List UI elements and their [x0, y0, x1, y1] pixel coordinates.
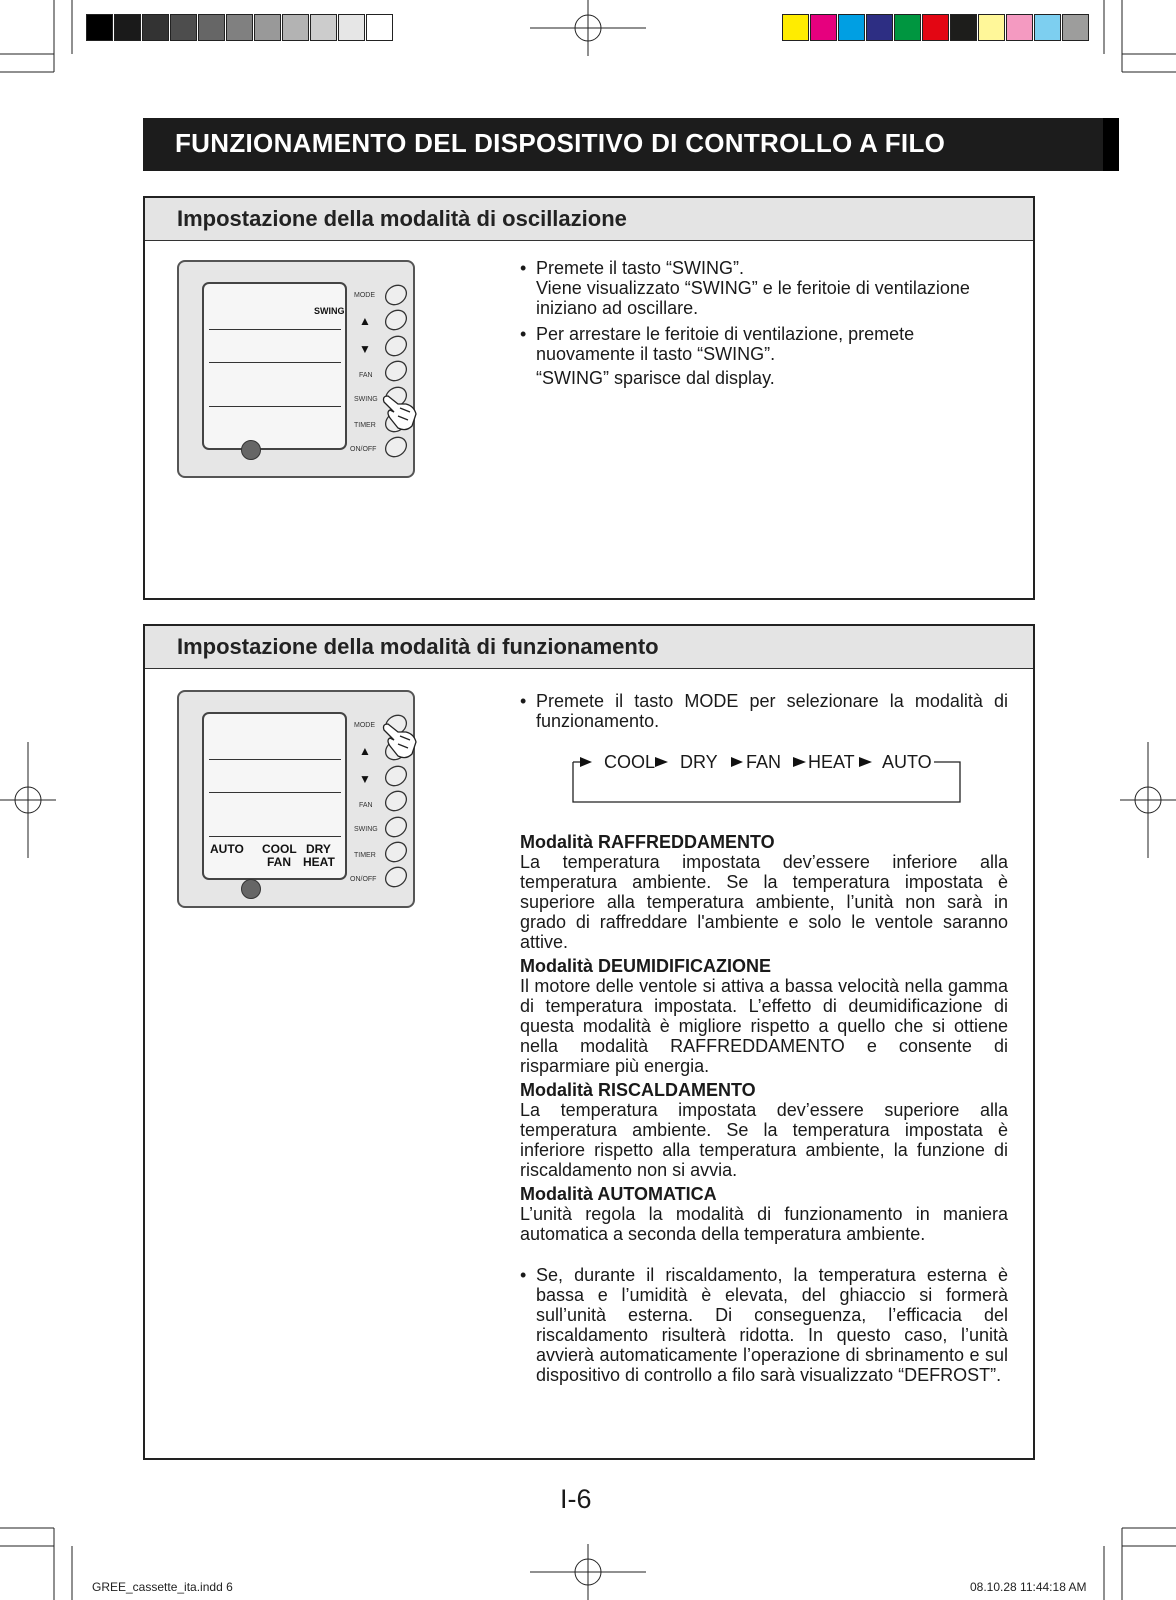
- swing-button-label: SWING: [354, 396, 378, 403]
- cycle-heat: HEAT: [808, 752, 855, 772]
- color-swatch: [978, 14, 1005, 41]
- defrost-text: Se, durante il riscaldamento, la temperatura esterna è bassa e l’umidità è elevata, del ghiaccio si formerà sull’unità esterna. Di conseguenza, l’efficacia del riscaldamento risulterà ridotta. In questo caso, l’unità avvierà automaticamente l’operazione di sbrinamento e sul dispositivo di controllo a filo sarà visualizzato “DEFROST”.: [536, 1265, 1008, 1385]
- color-swatch: [86, 14, 113, 41]
- up-arrow-icon: ▲: [359, 744, 371, 758]
- remote-sensor: [241, 440, 261, 460]
- registration-mark-top: [530, 0, 646, 56]
- color-swatch: [866, 14, 893, 41]
- list-item: [520, 324, 1008, 388]
- list-item: [520, 691, 1008, 731]
- display-auto-indicator: AUTO: [210, 842, 244, 856]
- heat-mode-title: Modalità RISCALDAMENTO: [520, 1080, 756, 1100]
- display-divider: [209, 836, 341, 837]
- swing-button[interactable]: [382, 813, 410, 840]
- color-swatch: [838, 14, 865, 41]
- display-dry-indicator: DRY: [306, 842, 331, 856]
- timer-button-label: TIMER: [354, 422, 376, 429]
- color-swatch: [894, 14, 921, 41]
- list-item: [520, 1265, 1008, 1385]
- title-bar-edge: [1103, 118, 1119, 171]
- onoff-button-label: ON/OFF: [350, 876, 377, 883]
- onoff-button[interactable]: [382, 433, 410, 460]
- section-swing-instructions: [520, 258, 1008, 388]
- color-swatch: [1034, 14, 1061, 41]
- fan-button-label: FAN: [359, 372, 373, 379]
- onoff-button[interactable]: [382, 863, 410, 890]
- color-swatch: [226, 14, 253, 41]
- remote-display: [202, 712, 347, 880]
- section-mode-intro: [520, 691, 1008, 731]
- color-swatch: [1062, 14, 1089, 41]
- display-cool-indicator: COOL: [262, 842, 297, 856]
- up-button[interactable]: [382, 306, 410, 333]
- page-number: I-6: [560, 1484, 592, 1514]
- section-mode-header: [145, 626, 1033, 669]
- instruction-text: • Premete il tasto “SWING”.: [536, 258, 745, 278]
- color-swatch: [142, 14, 169, 41]
- footer-file-info: GREE_cassette_ita.indd 6: [92, 1580, 233, 1594]
- display-divider: [209, 362, 341, 363]
- registration-mark-left: [0, 742, 56, 858]
- registration-mark-right: [1120, 742, 1176, 858]
- onoff-button-label: ON/OFF: [350, 446, 377, 453]
- auto-mode-text: L’unità regola la modalità di funzionamento in maniera automatica a seconda della temperatura ambiente.: [520, 1204, 1008, 1244]
- timer-button[interactable]: [382, 838, 410, 865]
- mode-button-label: MODE: [354, 722, 375, 729]
- section-swing-header: [145, 198, 1033, 241]
- cycle-cool: COOL: [604, 752, 656, 772]
- down-arrow-icon: ▼: [359, 342, 371, 356]
- auto-mode-title: Modalità AUTOMATICA: [520, 1184, 717, 1204]
- color-swatch: [1006, 14, 1033, 41]
- down-button[interactable]: [382, 332, 410, 359]
- remote-controller-swing: [177, 260, 415, 478]
- mode-button-label: MODE: [354, 292, 375, 299]
- list-item: [520, 258, 1008, 318]
- color-swatch: [114, 14, 141, 41]
- display-fan-indicator: FAN: [267, 855, 291, 869]
- mode-button[interactable]: [382, 281, 410, 308]
- timer-button-label: TIMER: [354, 852, 376, 859]
- swing-button-label: SWING: [354, 826, 378, 833]
- cycle-dry: DRY: [680, 752, 718, 772]
- display-divider: [209, 329, 341, 330]
- color-swatch: [810, 14, 837, 41]
- display-divider: [209, 792, 341, 793]
- defrost-note: [520, 1265, 1008, 1385]
- cool-mode-title: Modalità RAFFREDDAMENTO: [520, 832, 775, 852]
- color-swatch: [170, 14, 197, 41]
- color-swatch: [782, 14, 809, 41]
- down-arrow-icon: ▼: [359, 772, 371, 786]
- heat-mode-text: La temperatura impostata dev’essere superiore alla temperatura ambiente. Se la temperatura impostata è inferiore rispetto alla temperatura ambiente, la funzione di riscaldamento non si avvia.: [520, 1100, 1008, 1180]
- registration-mark-bottom: [530, 1544, 646, 1600]
- color-swatch: [282, 14, 309, 41]
- section-swing-heading: Impostazione della modalità di oscillazione: [177, 206, 627, 231]
- color-swatch: [950, 14, 977, 41]
- remote-controller-mode: [177, 690, 415, 908]
- fan-button[interactable]: [382, 787, 410, 814]
- color-swatch: [254, 14, 281, 41]
- color-swatch: [338, 14, 365, 41]
- display-swing-indicator: SWING: [314, 306, 345, 316]
- color-swatch: [366, 14, 393, 41]
- dry-mode-text: Il motore delle ventole si attiva a bassa velocità nella gamma di temperatura impostata. L’effetto di deumidificazione di questa modalità è migliore rispetto a quello che si ottiene nella modalità RAFFREDDAMENTO e consente di risparmiare più energia.: [520, 976, 1008, 1076]
- up-arrow-icon: ▲: [359, 314, 371, 328]
- display-divider: [209, 759, 341, 760]
- page-title: FUNZIONAMENTO DEL DISPOSITIVO DI CONTROLLO A FILO: [175, 128, 946, 158]
- down-button[interactable]: [382, 762, 410, 789]
- cycle-fan: FAN: [746, 752, 782, 772]
- fan-button[interactable]: [382, 357, 410, 384]
- display-heat-indicator: HEAT: [303, 855, 335, 869]
- cycle-auto: AUTO: [882, 752, 932, 772]
- color-swatch: [922, 14, 949, 41]
- instruction-text: Viene visualizzato “SWING” e le feritoie di ventilazione iniziano ad oscillare.: [536, 278, 970, 318]
- remote-display: [202, 282, 347, 450]
- cool-mode-text: La temperatura impostata dev’essere inferiore alla temperatura ambiente. Se la temperatura impostata è superiore alla temperatura ambiente, l’unità non sarà in grado di raffreddare l'ambiente e solo le ventole saranno attive.: [520, 852, 1008, 952]
- page-title-bar: [143, 118, 1119, 171]
- remote-sensor: [241, 879, 261, 899]
- mode-descriptions: [520, 832, 1008, 1244]
- instruction-text: • Per arrestare le feritoie di ventilazione, premete nuovamente il tasto “SWING”.: [536, 324, 915, 364]
- footer-timestamp: 08.10.28 11:44:18 AM: [970, 1580, 1087, 1594]
- color-swatch: [310, 14, 337, 41]
- instruction-text: “SWING” sparisce dal display.: [536, 368, 775, 388]
- dry-mode-title: Modalità DEUMIDIFICAZIONE: [520, 956, 771, 976]
- mode-cycle-diagram: [566, 748, 966, 804]
- section-mode-heading: Impostazione della modalità di funzionamento: [177, 634, 659, 659]
- fan-button-label: FAN: [359, 802, 373, 809]
- display-divider: [209, 406, 341, 407]
- instruction-text: Premete il tasto MODE per selezionare la modalità di funzionamento.: [536, 691, 1008, 731]
- color-swatch: [198, 14, 225, 41]
